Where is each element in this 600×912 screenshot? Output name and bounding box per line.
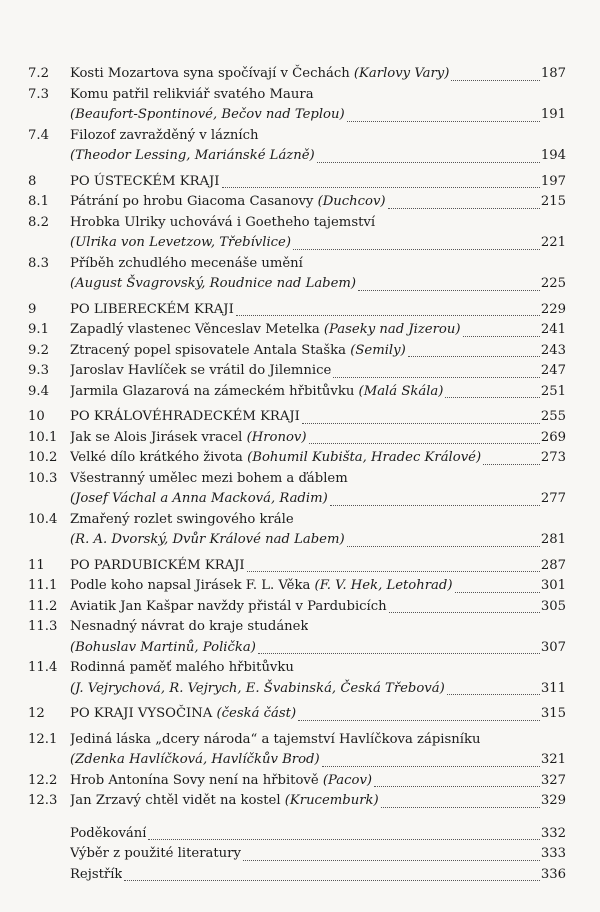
dot-leader (293, 248, 540, 250)
entry-title (70, 428, 307, 449)
entry-title (70, 844, 241, 865)
entry-title (70, 530, 345, 551)
chapter-number: 9.2 (28, 342, 49, 358)
chapter-number: 12 (28, 706, 45, 721)
toc-entry (28, 85, 566, 106)
toc-entry (28, 844, 566, 865)
page-number: 327 (540, 772, 566, 788)
entry-title-text: Příběh zchudlého mecenáše umění (70, 255, 303, 271)
dot-leader (148, 838, 539, 840)
page-number: 332 (540, 825, 566, 841)
entry-title-text: Rodinná paměť malého hřbitůvku (70, 660, 294, 675)
dot-leader (258, 652, 540, 654)
entry-subtitle: (F. V. Hek, Letohrad) (314, 578, 453, 593)
dot-leader (358, 289, 540, 291)
toc-entry (28, 824, 566, 845)
entry-title (70, 64, 449, 85)
entry-subtitle: (česká část) (216, 706, 297, 721)
chapter-number: 11.4 (28, 660, 58, 675)
toc-entry (28, 658, 566, 679)
toc-entry (28, 597, 566, 618)
toc-entry (28, 320, 566, 341)
entry-title-text: Všestranný umělec mezi bohem a ďáblem (70, 470, 348, 486)
toc-entry (28, 146, 566, 167)
chapter-number: 11.2 (28, 598, 58, 614)
page-number: 269 (540, 429, 566, 445)
entry-title (70, 126, 259, 147)
dot-leader (309, 442, 540, 444)
chapter-number: 7.4 (28, 127, 49, 143)
entry-title-text: Hrob Antonína Sovy není na hřbitově (70, 772, 323, 788)
toc-entry (28, 638, 566, 659)
toc-entry (28, 192, 566, 213)
entry-title (70, 320, 461, 341)
chapter-number: 11.1 (28, 578, 58, 593)
dot-leader (298, 719, 540, 721)
toc-entry (28, 428, 566, 449)
entry-subtitle: (Pacov) (322, 772, 373, 788)
entry-subtitle: (Krucemburk) (284, 793, 379, 808)
entry-title (70, 233, 291, 254)
toc-entry (28, 274, 566, 295)
toc-entry (28, 576, 566, 597)
dot-leader (317, 161, 540, 163)
page-number: 215 (540, 194, 566, 209)
toc-entry (28, 448, 566, 469)
entry-title-text: Komu patřil relikviář svatého Maura (70, 86, 314, 102)
entry-title (70, 469, 348, 490)
toc-entry (28, 530, 566, 551)
entry-subtitle: (Paseky nad Jizerou) (323, 322, 461, 337)
dot-leader (322, 765, 540, 767)
dot-leader (463, 335, 540, 337)
entry-title-text: PO ÚSTECKÉM KRAJI (70, 173, 220, 189)
dot-leader (389, 611, 540, 613)
entry-title (70, 254, 303, 275)
page-number: 194 (540, 148, 566, 163)
entry-subtitle: (Theodor Lessing, Mariánské Lázně) (70, 148, 315, 163)
entry-title (70, 407, 300, 428)
chapter-number: 8.1 (28, 194, 49, 209)
toc-entry (28, 233, 566, 254)
section-gap (28, 812, 566, 824)
entry-title-text: PO KRAJI VYSOČINA (70, 706, 217, 721)
page-number: 221 (540, 235, 566, 250)
entry-title-text: Jaroslav Havlíček se vrátil do Jilemnice (70, 363, 332, 378)
dot-leader (236, 314, 540, 316)
entry-subtitle: (Zdenka Havlíčková, Havlíčkův Brod) (70, 752, 320, 767)
toc-entry (28, 771, 566, 792)
chapter-number: 9.4 (28, 383, 49, 399)
entry-title (70, 679, 445, 700)
dot-leader (408, 355, 540, 357)
toc-entry (28, 489, 566, 510)
entry-subtitle: (R. A. Dvorský, Dvůr Králové nad Labem) (70, 532, 345, 547)
entry-title (70, 597, 387, 618)
entry-title (70, 361, 331, 382)
entry-title (70, 172, 220, 193)
chapter-number: 10.1 (28, 429, 58, 445)
page-number: 243 (540, 342, 566, 358)
entry-title-text: Kosti Mozartova syna spočívají v Čechách (70, 66, 354, 81)
dot-leader (445, 396, 539, 398)
entry-title-text: Výběr z použité literatury (70, 846, 241, 861)
entry-subtitle: (J. Vejrychová, R. Vejrych, E. Švabinská, Česká Třebová) (70, 680, 445, 696)
page-number: 321 (540, 752, 566, 767)
entry-subtitle: (Bohuslav Martinů, Polička) (70, 639, 256, 655)
toc-entry (28, 341, 566, 362)
toc-entry (28, 213, 566, 234)
entry-title-text: Velké dílo krátkého života (70, 450, 248, 465)
toc-entry (28, 254, 566, 275)
page-number: 273 (540, 450, 566, 465)
chapter-number: 11.3 (28, 619, 58, 634)
entry-subtitle: (August Švagrovský, Roudnice nad Labem) (70, 276, 357, 291)
page-number: 287 (540, 557, 566, 573)
dot-leader (381, 806, 540, 808)
entry-title-text: Zmařený rozlet swingového krále (70, 511, 294, 527)
entry-title (70, 213, 375, 234)
chapter-number: 10.2 (28, 450, 58, 465)
entry-subtitle: (Karlovy Vary) (353, 66, 450, 81)
toc-entry (28, 510, 566, 531)
entry-title-text: Aviatik Jan Kašpar navždy přistál v Pardubicích (70, 598, 387, 614)
page-number: 197 (540, 173, 566, 189)
entry-title (70, 489, 328, 510)
entry-title-text: PO LIBERECKÉM KRAJI (70, 301, 234, 317)
entry-title (70, 146, 315, 167)
page-number: 255 (540, 409, 566, 424)
dot-leader (374, 785, 540, 787)
entry-title (70, 382, 443, 403)
entry-title (70, 704, 296, 725)
page-number: 315 (540, 706, 566, 721)
entry-subtitle: (Hronov) (246, 429, 307, 445)
page-number: 333 (540, 846, 566, 861)
entry-title (70, 192, 386, 213)
chapter-number: 10 (28, 409, 45, 424)
page-number: 241 (540, 322, 566, 337)
chapter-number: 12.3 (28, 793, 58, 808)
entry-title (70, 617, 308, 638)
toc-entry (28, 300, 566, 321)
toc-entry (28, 382, 566, 403)
entry-title-text: Ztracený popel spisovatele Antala Staška (70, 342, 351, 358)
entry-title (70, 638, 256, 659)
dot-leader (124, 879, 539, 881)
entry-title (70, 510, 294, 531)
page-number: 281 (540, 532, 566, 547)
dot-leader (483, 463, 540, 465)
toc-entry (28, 105, 566, 126)
table-of-contents (28, 64, 566, 885)
entry-title (70, 300, 234, 321)
chapter-number: 11 (28, 557, 45, 573)
entry-title-text: PO PARDUBICKÉM KRAJI (70, 557, 245, 573)
chapter-number: 10.4 (28, 511, 58, 527)
toc-entry (28, 617, 566, 638)
toc-entry (28, 679, 566, 700)
entry-title (70, 105, 345, 126)
dot-leader (330, 504, 540, 506)
chapter-number: 8.2 (28, 214, 49, 230)
toc-entry (28, 361, 566, 382)
toc-entry (28, 172, 566, 193)
page-number: 329 (540, 793, 566, 808)
page-number: 191 (540, 107, 566, 122)
entry-title-text: Jak se Alois Jirásek vracel (70, 429, 247, 445)
entry-subtitle: (Bohumil Kubišta, Hradec Králové) (247, 450, 482, 465)
toc-entry (28, 865, 566, 886)
toc-entry (28, 469, 566, 490)
page-number: 187 (540, 66, 566, 81)
toc-entry (28, 750, 566, 771)
dot-leader (243, 859, 540, 861)
entry-title (70, 865, 122, 886)
entry-title-text: Jan Zrzavý chtěl vidět na kostel (70, 793, 285, 808)
page-number: 311 (540, 680, 566, 696)
entry-title-text: Pátrání po hrobu Giacoma Casanovy (70, 194, 318, 209)
entry-title-text: Jarmila Glazarová na zámeckém hřbitůvku (70, 383, 359, 399)
page-number: 277 (540, 491, 566, 506)
dot-leader (222, 186, 540, 188)
page-number: 229 (540, 301, 566, 317)
toc-entry (28, 704, 566, 725)
toc-entry (28, 556, 566, 577)
dot-leader (247, 570, 540, 572)
entry-subtitle: (Semily) (350, 342, 406, 358)
dot-leader (388, 207, 540, 209)
dot-leader (347, 120, 540, 122)
page-number: 225 (540, 276, 566, 291)
entry-title (70, 85, 314, 106)
entry-title-text: Filozof zavražděný v lázních (70, 127, 259, 143)
entry-title-text: PO KRÁLOVÉHRADECKÉM KRAJI (70, 409, 300, 424)
toc-entry (28, 730, 566, 751)
entry-subtitle: (Duchcov) (317, 194, 386, 209)
page-number: 301 (540, 578, 566, 593)
entry-title (70, 791, 379, 812)
chapter-number: 10.3 (28, 470, 58, 486)
chapter-number: 12.2 (28, 772, 58, 788)
entry-subtitle: (Beaufort-Spontinové, Bečov nad Teplou) (70, 107, 345, 122)
dot-leader (447, 693, 540, 695)
entry-title (70, 274, 356, 295)
chapter-number: 8 (28, 173, 37, 189)
entry-title (70, 556, 245, 577)
entry-subtitle: (Malá Skála) (358, 383, 444, 399)
entry-title (70, 771, 372, 792)
entry-title-text: Rejstřík (70, 866, 123, 882)
page-number: 247 (540, 363, 566, 378)
entry-title-text: Podle koho napsal Jirásek F. L. Věka (70, 578, 315, 593)
toc-entry (28, 126, 566, 147)
toc-entry (28, 791, 566, 812)
chapter-number: 9.3 (28, 363, 49, 378)
dot-leader (347, 545, 540, 547)
page-number: 336 (540, 866, 566, 882)
entry-title (70, 730, 480, 751)
chapter-number: 9 (28, 301, 37, 317)
dot-leader (302, 422, 540, 424)
toc-entry (28, 407, 566, 428)
dot-leader (451, 79, 539, 81)
chapter-number: 7.3 (28, 86, 49, 102)
entry-title (70, 658, 294, 679)
entry-title (70, 576, 453, 597)
entry-title-text: Poděkování (70, 825, 147, 841)
chapter-number: 9.1 (28, 322, 49, 337)
entry-title-text: Zapadlý vlastenec Věnceslav Metelka (70, 322, 324, 337)
dot-leader (333, 376, 540, 378)
toc-entry (28, 64, 566, 85)
entry-title (70, 750, 320, 771)
entry-title (70, 448, 481, 469)
chapter-number: 7.2 (28, 66, 49, 81)
entry-title-text: Nesnadný návrat do kraje studánek (70, 619, 309, 634)
entry-title (70, 824, 146, 845)
page-number: 251 (540, 383, 566, 399)
entry-subtitle: (Josef Váchal a Anna Macková, Radim) (70, 491, 328, 506)
page-number: 307 (540, 639, 566, 655)
chapter-number: 8.3 (28, 255, 49, 271)
entry-subtitle: (Ulrika von Levetzow, Třebívlice) (70, 235, 292, 250)
chapter-number: 12.1 (28, 731, 58, 747)
dot-leader (455, 591, 540, 593)
entry-title-text: Jediná láska „dcery národa“ a tajemství Havlíčkova zápisníku (70, 731, 481, 747)
entry-title-text: Hrobka Ulriky uchovává i Goetheho tajemství (70, 214, 376, 230)
entry-title (70, 341, 406, 362)
page-number: 305 (540, 598, 566, 614)
